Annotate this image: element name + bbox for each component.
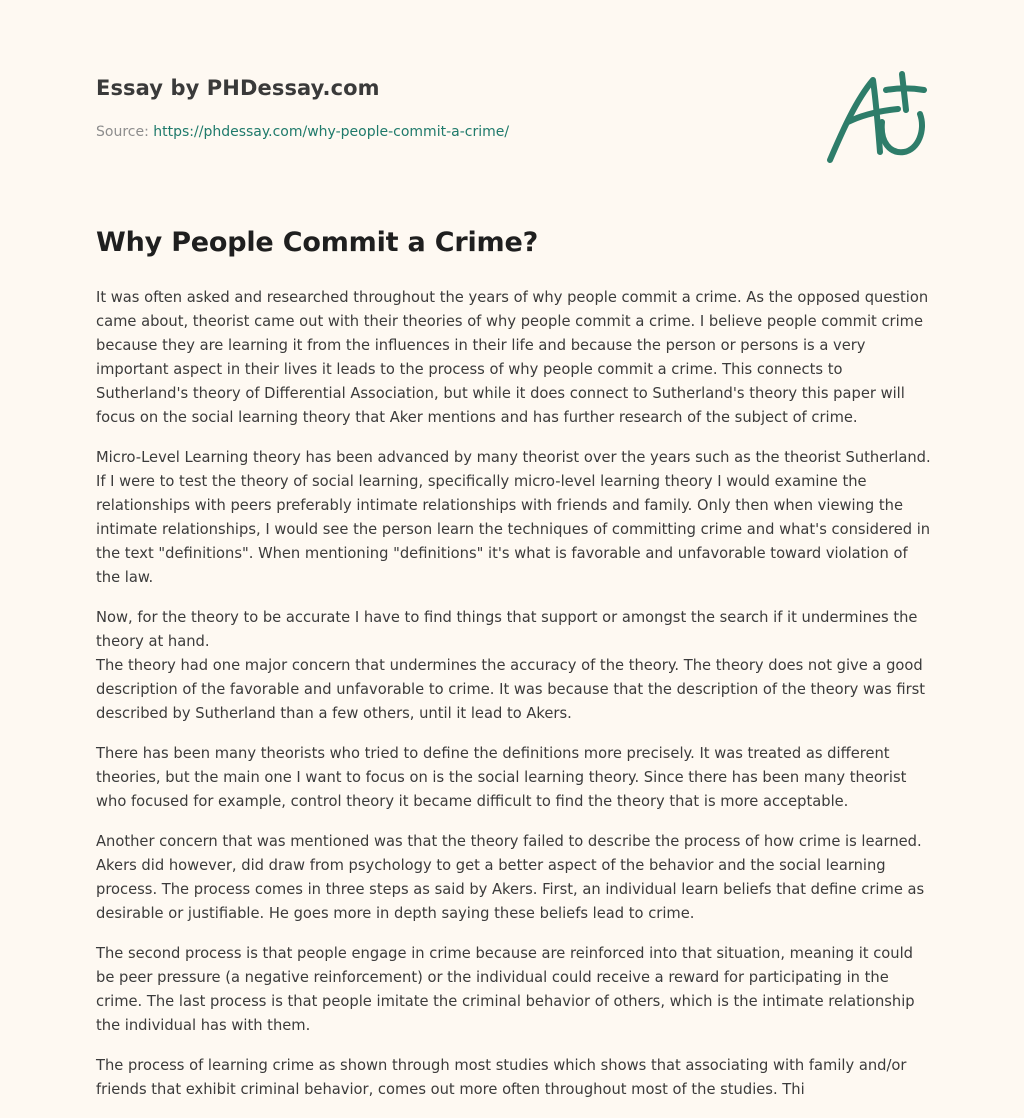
site-title: Essay by PHDessay.com (96, 76, 380, 100)
essay-paragraph-2: Micro-Level Learning theory has been advanced by many theorist over the years such as the theorist Sutherland. If I were to test the theory of social learning, specifically micro-level learning theory I would examine the relationships with peers preferably intimate relationships with friends and family. Only then when viewing the intimate relationships, I would see the person learn the techniques of committing crime and what's considered in the text "definitions". When mentioning "definitions" it's what is favorable and unfavorable toward violation of the law. (96, 449, 931, 586)
source-link[interactable]: https://phdessay.com/why-people-commit-a-crime/ (153, 124, 510, 140)
essay-paragraph-4: There has been many theorists who tried to define the definitions more precisely. It was treated as different theories, but the main one I want to focus on is the social learning theory. Since there has been many theorist who focused for example, control theory it became difficult to find the theory that is more acceptable. (96, 745, 907, 810)
essay-paragraph-6: The second process is that people engage in crime because are reinforced into that situation, meaning it could be peer pressure (a negative reinforcement) or the individual could receive a reward for participating in the crime. The last process is that people imitate the criminal behavior of others, which is the intimate relationship the individual has with them. (96, 945, 915, 1034)
source-line (96, 124, 509, 140)
essay-paragraph-3-line-2: The theory had one major concern that undermines the accuracy of the theory. The theory does not give a good description of the favorable and unfavorable to crime. It was because that the description of the theory was first described by Sutherland than a few others, until it lead to Akers. (96, 657, 926, 722)
essay-paragraph-3-line-1: Now, for the theory to be accurate I have to find things that support or amongst the search if it undermines the theory at hand. (96, 609, 918, 650)
essay-paragraph-7: The process of learning crime as shown through most studies which shows that associating with family and/or friends that exhibit criminal behavior, comes out more often throughout most of the studies. Thi (96, 1057, 907, 1098)
source-label: Source: (96, 124, 149, 140)
essay-paragraph-1: It was often asked and researched throughout the years of why people commit a crime. As the opposed question came about, theorist came out with their theories of why people commit a crime. I believe people commit crime because they are learning it from the influences in their life and because the person or persons is a very important aspect in their lives it leads to the process of why people commit a crime. This connects to Sutherland's theory of Differential Association, but while it does connect to Sutherland's theory this paper will focus on the social learning theory that Aker mentions and has further research of the subject of crime. (96, 289, 929, 426)
essay-paragraph-5: Another concern that was mentioned was that the theory failed to describe the process of how crime is learned. Akers did however, did draw from psychology to get a better aspect of the behavior and the social learning process. The process comes in three steps as said by Akers. First, an individual learn beliefs that define crime as desirable or justifiable. He goes more in depth saying these beliefs lead to crime. (96, 833, 925, 922)
a-plus-logo-icon (818, 66, 930, 168)
essay-title: Why People Commit a Crime? (96, 227, 539, 258)
essay-paragraph-3 (96, 606, 932, 726)
essay-body (96, 286, 932, 1118)
